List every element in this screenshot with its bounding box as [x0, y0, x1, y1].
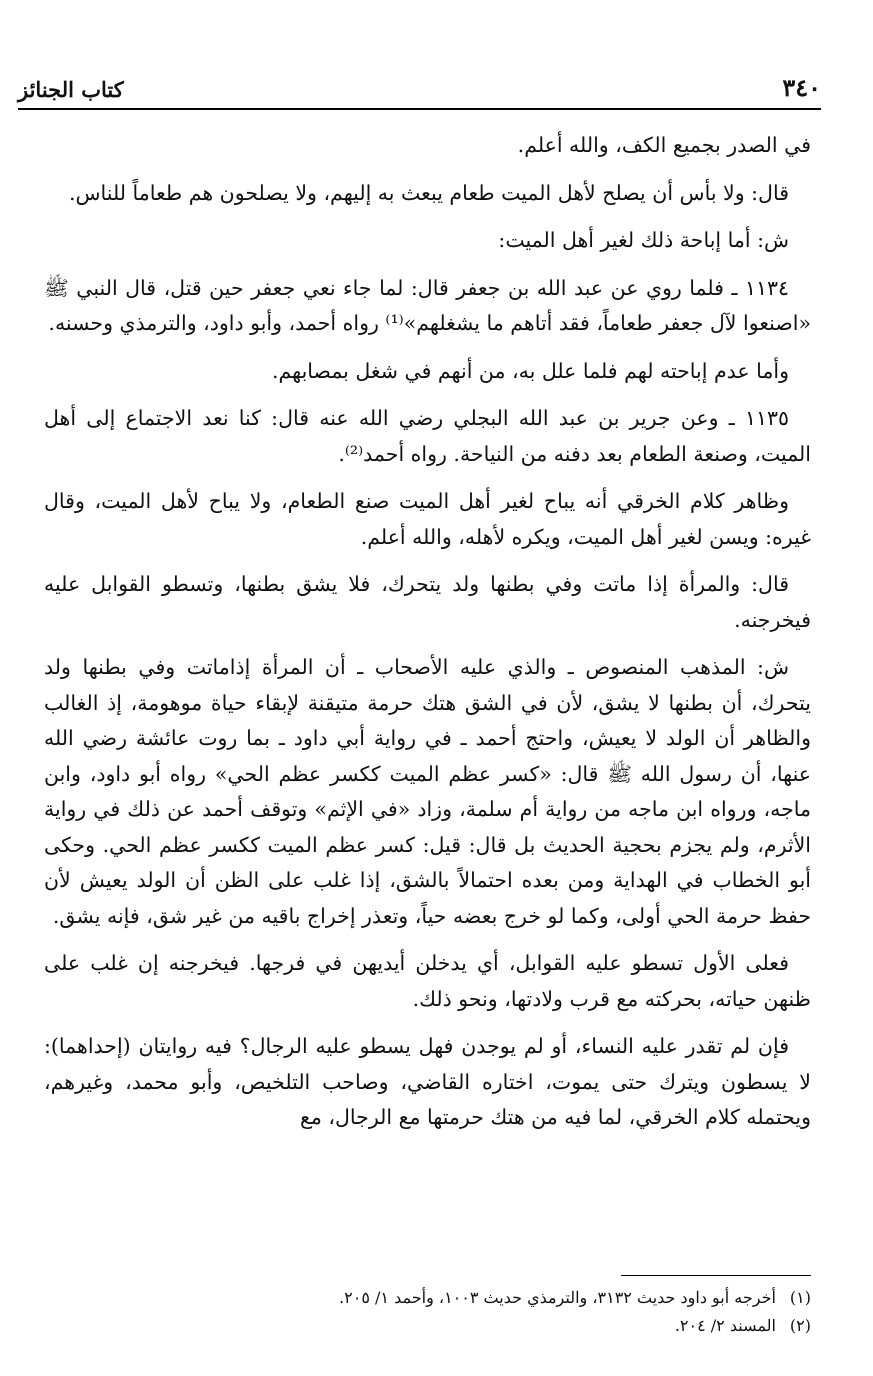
page-number: ٣٤٠	[782, 73, 821, 102]
paragraph: ش: أما إباحة ذلك لغير أهل الميت:	[498, 228, 789, 252]
footnotes	[44, 1284, 811, 1340]
footnote	[44, 1284, 811, 1312]
paragraph: قال: ولا بأس أن يصلح لأهل الميت طعام يبعث به إليهم، ولا يصلحون هم طعاماً للناس.	[68, 180, 789, 205]
chapter-title: كتاب الجنائز	[18, 77, 124, 102]
paragraph: في الصدر بجميع الكف، والله أعلم.	[517, 133, 811, 157]
paragraph: قال: والمرأة إذا ماتت وفي بطنها ولد يتحرك، فلا يشق بطنها، وتسطو القوابل عليه فيخرجنه.	[44, 572, 811, 632]
footnote	[44, 1312, 811, 1340]
paragraph: ١١٣٤ ـ فلما روي عن عبد الله بن جعفر قال: لما جاء نعي جعفر حين قتل، قال النبي ﷺ «اصنعوا لآل جعفر طعاماً، فقد أتاهم ما يشغلهم»⁽¹⁾ رواه أحمد، وأبو داود، والترمذي وحسنه.	[44, 275, 811, 335]
paragraph: وظاهر كلام الخرقي أنه يباح لغير أهل الميت صنع الطعام، ولا يباح لأهل الميت، وقال غيره: ويسن لغير أهل الميت، ويكره لأهله، والله أعلم.	[44, 489, 811, 549]
footnote-text: المسند ٢/ ٢٠٤.	[674, 1316, 776, 1335]
paragraph: ١١٣٥ ـ وعن جرير بن عبد الله البجلي رضي الله عنه قال: كنا نعد الاجتماع إلى أهل الميت، وصنعة الطعام بعد دفنه من النياحة. رواه أحمد⁽²⁾.	[44, 406, 811, 466]
paragraph: وأما عدم إباحته لهم فلما علل به، من أنهم في شغل بمصابهم.	[271, 358, 789, 383]
page-body	[44, 128, 811, 1148]
paragraph: فعلى الأول تسطو عليه القوابل، أي يدخلن أيديهن في فرجها. فيخرجنه إن غلب على ظنهن حياته، بحركته مع قرب ولادتها، ونحو ذلك.	[44, 951, 811, 1011]
running-header	[18, 64, 821, 110]
paragraph: ش: المذهب المنصوص ـ والذي عليه الأصحاب ـ أن المرأة إذاماتت وفي بطنها ولد يتحرك، أن بطنها لا يشق، لأن في الشق هتك حرمة متيقنة لإبقاء حياة موهومة، إذ الغالب والظاهر أن الولد لا يعيش، واحتج أحمد ـ في رواية أبي داود ـ بما روت عائشة رضي الله عنها، أن رسول الله ﷺ قال: «كسر عظم الميت ككسر عظم الحي» رواه أبو داود، وابن ماجه، ورواه ابن ماجه من رواية أم سلمة، وزاد «في الإثم» وتوقف أحمد عن ذلك في رواية الأثرم، ولم يجزم بحجية الحديث بل قال: قيل: كسر عظم الميت ككسر عظم الحي. وحكى أبو الخطاب في الهداية ومن بعده احتمالاً بالشق، إذا غلب على الظن أن الولد يعيش لأن حفظ حرمة الحي أولى، وكما لو خرج بعضه حياً، وتعذر إخراج باقيه من غير شق، فإنه يشق.	[44, 655, 811, 928]
footnote-divider	[621, 1275, 811, 1276]
footnote-text: أخرجه أبو داود حديث ٣١٣٢، والترمذي حديث ١٠٠٣، وأحمد ١/ ٢٠٥.	[339, 1288, 776, 1307]
footnote-number: (٢)	[789, 1316, 811, 1335]
paragraph: فإن لم تقدر عليه النساء، أو لم يوجدن فهل يسطو عليه الرجال؟ فيه روايتان (إحداهما): لا يسطون ويترك حتى يموت، اختاره القاضي، وصاحب التلخيص، وأبو محمد، وغيرهم، ويحتمله كلام الخرقي، لما فيه من هتك حرمتها مع الرجال، مع	[44, 1034, 811, 1129]
footnote-number: (١)	[789, 1288, 811, 1307]
